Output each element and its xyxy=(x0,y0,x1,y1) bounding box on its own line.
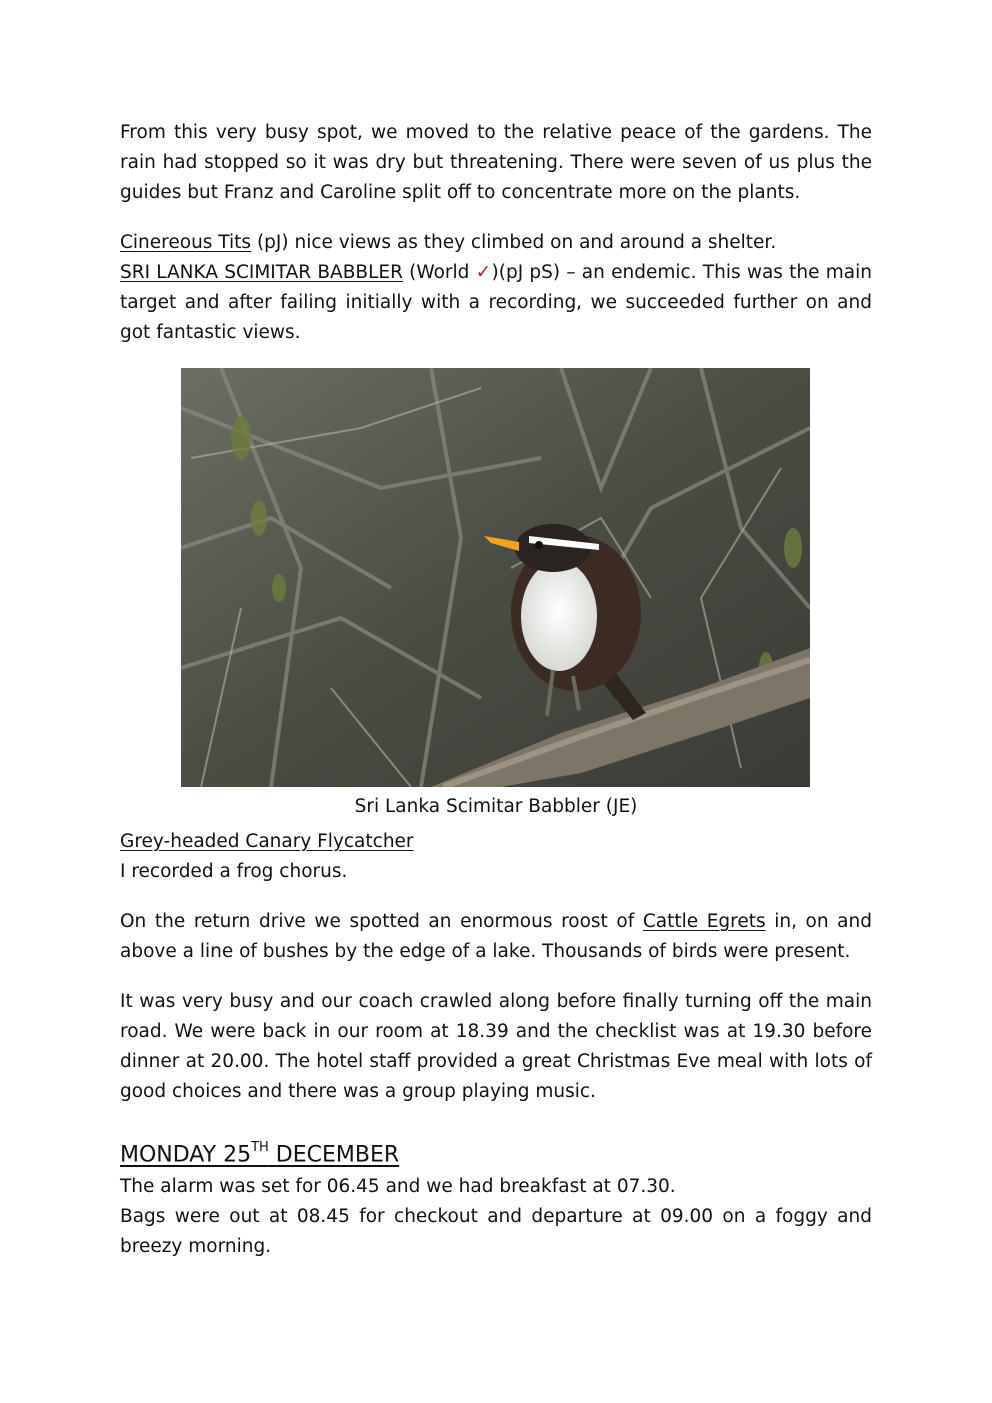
entry-cinereous-tits xyxy=(120,228,872,258)
section-heading-monday xyxy=(120,1133,872,1172)
heading-superscript: TH xyxy=(251,1140,269,1155)
document-page xyxy=(120,118,872,1282)
tick-icon: ✓ xyxy=(475,262,492,283)
paragraph-cattle-egrets xyxy=(120,907,872,967)
paragraph-frog-chorus: I recorded a frog chorus. xyxy=(120,861,348,882)
paragraph-evening: It was very busy and our coach crawled along before finally turning off the main road. We were back in our room at 18.39 and the checklist was at 19.30 before dinner at 20.00. The hotel staff provided a great Christmas Eve meal with lots of good choices and there was a group playing music. xyxy=(120,991,872,1102)
entry-scimitar-babbler xyxy=(120,258,872,348)
paragraph-gardens: From this very busy spot, we moved to the relative peace of the gardens. The rain had stopped so it was dry but threatening. There were seven of us plus the guides but Franz and Caroline split off to concentrate more on the plants. xyxy=(120,122,872,203)
scimitar-babbler-photo xyxy=(181,368,810,787)
paragraph-alarm: The alarm was set for 06.45 and we had breakfast at 07.30. xyxy=(120,1176,676,1198)
species-scimitar-babbler: SRI LANKA SCIMITAR BABBLER xyxy=(120,262,403,283)
species-cattle-egrets: Cattle Egrets xyxy=(642,911,766,932)
species-cinereous-tits: Cinereous Tits xyxy=(120,232,252,253)
bird-photo xyxy=(181,368,810,787)
entry-text: )(pJ pS) – an endemic. This was the main target and after failing initially with a recording, we succeeded further on and got fantastic views. xyxy=(120,262,872,343)
entry-text: On the return drive we spotted an enormous roost of xyxy=(120,911,643,932)
photo-caption: Sri Lanka Scimitar Babbler (JE) xyxy=(354,796,638,817)
entry-text: (pJ) nice views as they climbed on and around a shelter. xyxy=(251,232,777,253)
entry-text: in, on and above a line of bushes by the edge of a lake. Thousands of birds were present. xyxy=(120,911,872,962)
heading-text: DECEMBER xyxy=(268,1142,400,1168)
paragraph-bags: Bags were out at 08.45 for checkout and departure at 09.00 on a foggy and breezy morning. xyxy=(120,1206,872,1258)
heading-text: MONDAY 25 xyxy=(120,1142,252,1168)
species-flycatcher: Grey-headed Canary Flycatcher xyxy=(120,831,414,852)
entry-text: (World xyxy=(402,262,476,283)
entry-flycatcher xyxy=(120,827,872,857)
